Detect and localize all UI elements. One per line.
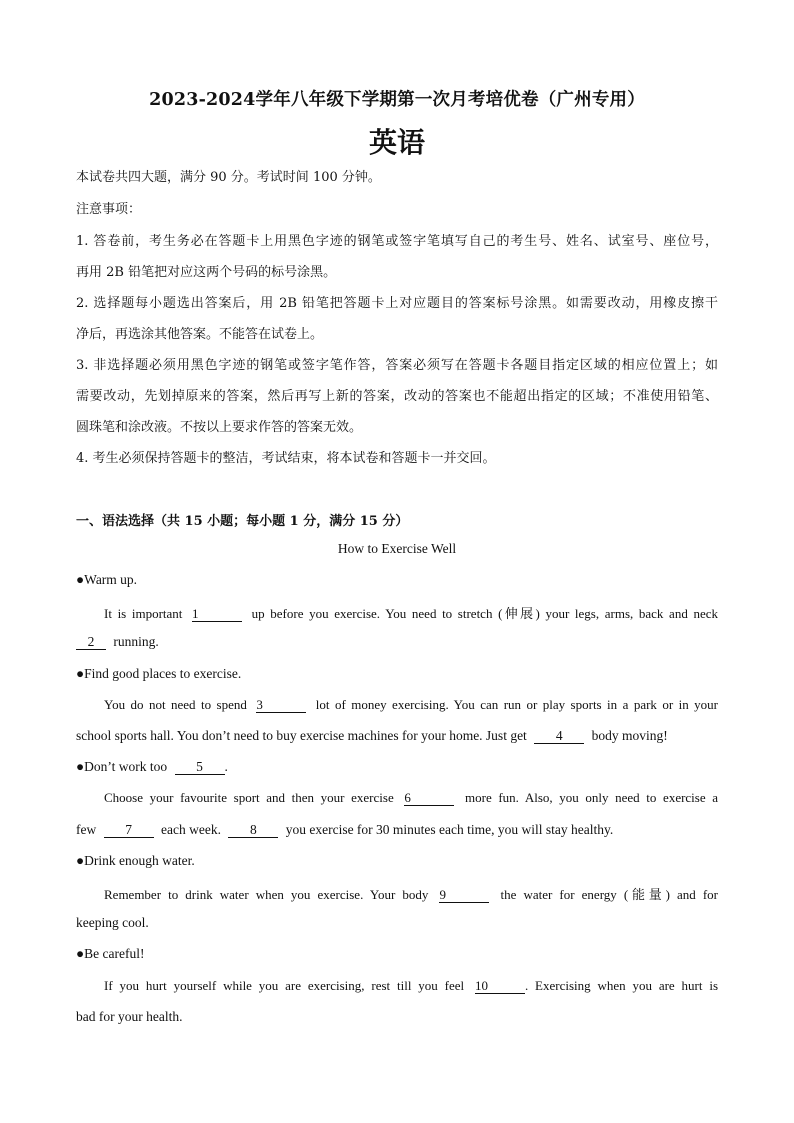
note-3-line-2: 需要改动，先划掉原来的答案，然后再写上新的答案，改动的答案也不能超出指定的区域；不准使用铅笔、 <box>76 389 718 404</box>
blank-1: 1 <box>192 607 242 622</box>
passage-text: . Exercising when you are hurt is <box>524 978 718 993</box>
passage-text: body moving! <box>591 728 668 743</box>
passage-line <box>76 634 159 650</box>
blank-10: 10 <box>475 979 525 994</box>
note-3-line-3: 圆珠笔和涂改液。不按以上要求作答的答案无效。 <box>76 420 363 435</box>
blank-9: 9 <box>439 888 489 903</box>
note-1-line-1: 1. 答卷前，考生务必在答题卡上用黑色字迹的钢笔或签字笔填写自己的考生号、姓名、试室号、座位号， <box>76 234 718 249</box>
passage-title: How to Exercise Well <box>337 541 457 556</box>
passage-text: Remember to drink water when you exercise. Your body <box>104 887 429 902</box>
section-heading: 一、语法选择（共 15 小题；每小题 1 分，满分 15 分） <box>76 514 409 529</box>
blank-7: 7 <box>104 823 154 838</box>
bullet-places: ●Find good places to exercise. <box>76 666 242 681</box>
note-4: 4. 考生必须保持答题卡的整洁，考试结束，将本试卷和答题卡一并交回。 <box>76 451 496 466</box>
passage-line <box>104 697 718 713</box>
passage-text: Choose your favourite sport and then your exercise <box>104 790 394 805</box>
passage-text: more fun. Also, you only need to exercise a <box>465 790 719 805</box>
passage-line: keeping cool. <box>76 915 149 930</box>
passage-text: up before you exercise. You need to stretch (伸展) your legs, arms, back and neck <box>251 606 718 621</box>
exam-title: 2023-2024学年八年级下学期第一次月考培优卷（广州专用） <box>149 90 645 110</box>
blank-4: 4 <box>534 729 584 744</box>
passage-text: school sports hall. You don’t need to buy exercise machines for your home. Just get <box>76 728 527 743</box>
blank-2: 2 <box>76 635 106 650</box>
passage-line <box>76 822 613 838</box>
passage-text: You do not need to spend <box>104 697 247 712</box>
note-2-line-1: 2. 选择题每小题选出答案后，用 2B 铅笔把答题卡上对应题目的答案标号涂黑。如需要改动，用橡皮擦干 <box>76 296 718 311</box>
note-2-line-2: 净后，再选涂其他答案。不能答在试卷上。 <box>76 327 324 342</box>
passage-text: ●Don’t work too <box>76 759 168 774</box>
passage-text: running. <box>113 634 159 649</box>
passage-line <box>104 603 718 622</box>
bullet-dont-work: ●Don’t work too 5 . <box>76 759 228 774</box>
subject-title: 英语 <box>368 126 425 159</box>
passage-text: you exercise for 30 minutes each time, you will stay healthy. <box>285 822 614 837</box>
bullet-be-careful: ●Be careful! <box>76 946 145 961</box>
passage-text: the water for energy (能量) and for <box>500 887 719 902</box>
passage-line: bad for your health. <box>76 1009 183 1024</box>
passage-text: each week. <box>161 822 221 837</box>
bullet-warm-up: ●Warm up. <box>76 572 138 587</box>
blank-6: 6 <box>404 791 454 806</box>
exam-info: 本试卷共四大题，满分 90 分。考试时间 100 分钟。 <box>76 170 381 185</box>
blank-5: 5 <box>175 760 225 775</box>
bullet-drink-water: ●Drink enough water. <box>76 853 195 868</box>
blank-8: 8 <box>228 823 278 838</box>
passage-text: lot of money exercising. You can run or play sports in a park or in your <box>315 697 719 712</box>
passage-line <box>104 790 718 806</box>
passage-line <box>76 728 668 744</box>
passage-text: It is important <box>104 606 183 621</box>
notes-heading: 注意事项： <box>76 202 142 217</box>
passage-text: If you hurt yourself while you are exercising, rest till you feel <box>104 978 465 993</box>
passage-line <box>104 978 718 994</box>
passage-line <box>104 884 718 903</box>
passage-text: few <box>76 822 97 837</box>
note-3-line-1: 3. 非选择题必须用黑色字迹的钢笔或签字笔作答，答案必须写在答题卡各题目指定区域的相应位置上；如 <box>76 358 718 373</box>
blank-3: 3 <box>256 698 306 713</box>
note-1-line-2: 再用 2B 铅笔把对应这两个号码的标号涂黑。 <box>76 265 337 280</box>
